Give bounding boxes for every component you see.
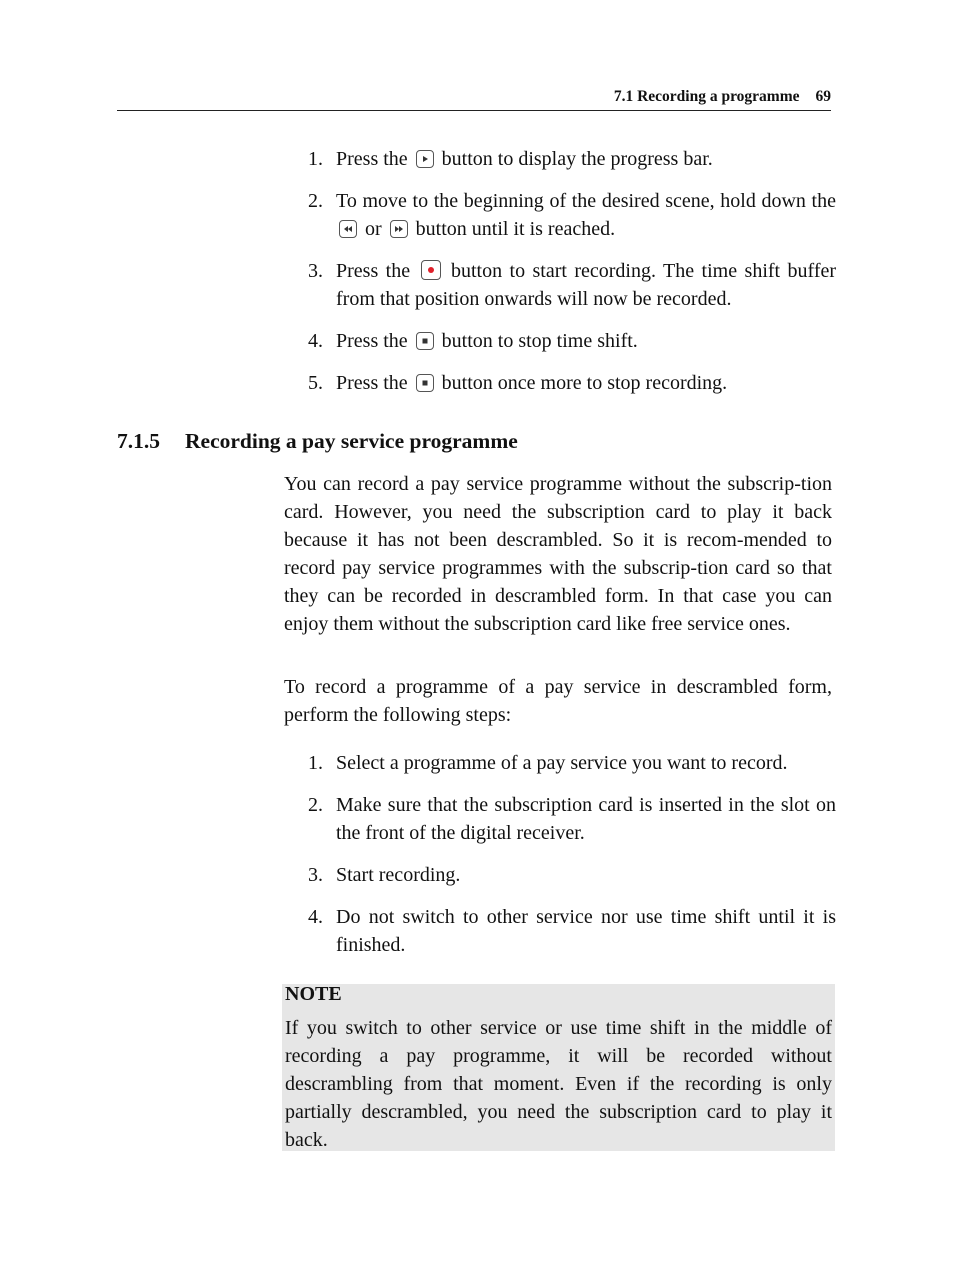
list-item — [284, 257, 836, 313]
list-item — [284, 187, 836, 243]
list-item-text: Start recording. — [336, 864, 461, 886]
body-paragraph: To record a programme of a pay service in descrambled form, perform the following steps: — [284, 676, 832, 726]
list-item-number: 2. — [308, 190, 323, 212]
page-number: 69 — [815, 88, 831, 105]
list-item-number: 1. — [308, 148, 323, 170]
section-heading — [117, 426, 518, 456]
list-item-text: or — [365, 218, 382, 240]
running-header — [117, 86, 831, 111]
steps-list-pay-service — [284, 749, 836, 973]
list-item-text: Press the — [336, 148, 408, 170]
list-item-number: 5. — [308, 372, 323, 394]
fast-forward-key-icon — [390, 220, 408, 238]
list-item-text: button once more to stop recording. — [441, 372, 728, 394]
list-item-text: button until it is reached. — [415, 218, 616, 240]
play-key-icon — [416, 150, 434, 168]
list-item-text: button to start recording. The time shift buffer from that position onwards will now be recorded. — [336, 260, 837, 310]
note-box — [282, 984, 835, 1151]
rewind-key-icon — [339, 220, 357, 238]
list-item-text: Press the — [336, 260, 411, 282]
list-item-text: Press the — [336, 372, 408, 394]
section-title: Recording a pay service programme — [185, 429, 518, 453]
list-item-number: 4. — [308, 906, 323, 928]
list-item-number: 3. — [308, 864, 323, 886]
section-number: 7.1.5 — [117, 429, 160, 453]
body-paragraph: You can record a pay service programme without the subscrip-tion card. However, you need the subscription card to play it back because it has not been descrambled. So it is recom-mended to record pay service programmes with the subscrip-tion card so that they can be recorded in descrambled form. In that case you can enjoy them without the subscription card like free service ones. — [284, 473, 832, 635]
list-item-text: button to stop time shift. — [441, 330, 638, 352]
list-item-text: Select a programme of a pay service you want to record. — [336, 752, 788, 774]
stop-key-icon — [416, 332, 434, 350]
list-item-text: button to display the progress bar. — [441, 148, 713, 170]
note-body: If you switch to other service or use time shift in the middle of recording a pay programme, it will be recorded without descrambling from that moment. Even if the recording is only partially descrambled, you need the subscription card to play it back. — [285, 1017, 832, 1151]
list-item — [284, 369, 836, 397]
stop-key-icon — [416, 374, 434, 392]
list-item — [284, 791, 836, 847]
list-item-number: 1. — [308, 752, 323, 774]
list-item — [284, 327, 836, 355]
list-item — [284, 749, 836, 777]
list-item-text: Do not switch to other service nor use time shift until it is finished. — [336, 906, 836, 956]
note-title: NOTE — [285, 983, 342, 1005]
list-item-text: To move to the beginning of the desired scene, hold down the — [336, 190, 836, 212]
record-key-icon — [421, 260, 441, 280]
list-item-number: 2. — [308, 794, 323, 816]
list-item-text: Make sure that the subscription card is inserted in the slot on the front of the digital receiver. — [336, 794, 836, 844]
list-item — [284, 903, 836, 959]
list-item-text: Press the — [336, 330, 408, 352]
header-section-title: 7.1 Recording a programme — [613, 88, 800, 105]
list-item-number: 4. — [308, 330, 323, 352]
steps-list-timeshift — [284, 145, 836, 411]
list-item — [284, 861, 836, 889]
list-item — [284, 145, 836, 173]
list-item-number: 3. — [308, 260, 323, 282]
